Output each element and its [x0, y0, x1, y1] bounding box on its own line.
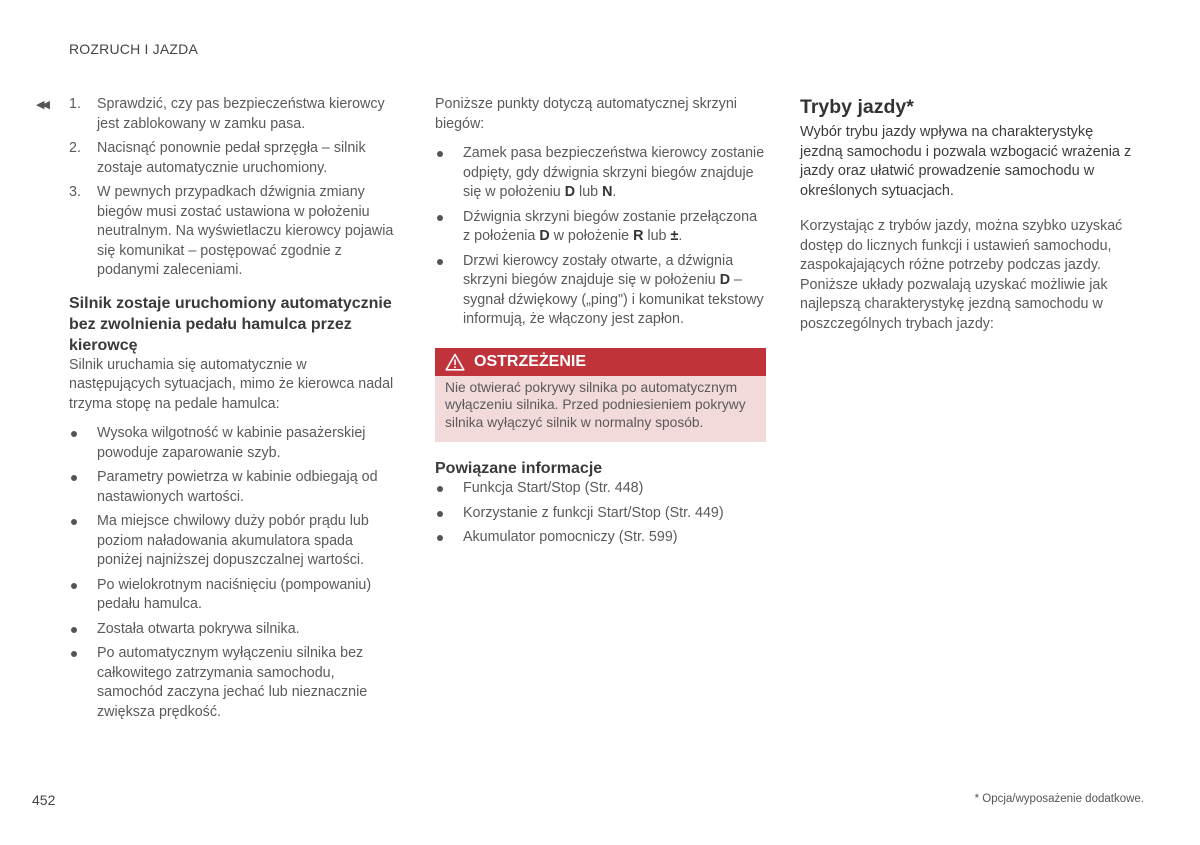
- column-1: [69, 95, 399, 727]
- lead-paragraph: Wybór trybu jazdy wpływa na charakterystykę jezdną samochodu i pozwala wzbogacić wrażenia z jazdy oraz ułatwić prowadzenie samochodu w określonych sytuacjach.: [800, 124, 1132, 199]
- condition-list: [69, 424, 399, 722]
- list-item-text: lub: [575, 184, 603, 200]
- column-2: [435, 95, 767, 553]
- bullet-icon: [437, 151, 443, 157]
- step-number: 2.: [69, 140, 81, 156]
- related-link-text[interactable]: Funkcja Start/Stop (Str. 448): [463, 480, 644, 496]
- bullet-icon: [71, 627, 77, 633]
- bullet-icon: [437, 259, 443, 265]
- list-item-text: .: [612, 184, 617, 200]
- bullet-icon: [71, 583, 77, 589]
- subheading: Silnik zostaje uruchomiony automatycznie bez zwolnienia pedału hamulca przez kierowcę: [69, 294, 392, 354]
- list-item-text: Po automatycznym wyłączeniu silnika bez całkowitego zatrzymania samochodu, samochód zaczyna jechać lub nieznacznie zwiększa prędkość.: [97, 645, 368, 720]
- step-number: 1.: [69, 96, 81, 112]
- list-item: [69, 468, 399, 507]
- section-title: Tryby jazdy*: [800, 96, 914, 118]
- warning-text: Nie otwierać pokrywy silnika po automatycznym wyłączeniu silnika. Przed podniesieniem pokrywy silnika wyłączyć silnik w normalny sposób.: [445, 379, 746, 430]
- footnote: * Opcja/wyposażenie dodatkowe.: [974, 793, 1144, 805]
- related-link[interactable]: [435, 528, 767, 548]
- list-item: [435, 144, 767, 203]
- gearbox-list: [435, 144, 767, 330]
- bullet-icon: [437, 215, 443, 221]
- list-item: [69, 620, 399, 640]
- warning-header: [435, 348, 766, 376]
- list-item: [435, 208, 767, 247]
- list-item-text: Po wielokrotnym naciśnięciu (pompowaniu) pedału hamulca.: [97, 576, 372, 612]
- list-item-text: – sygnał dźwiękowy („ping") i komunikat tekstowy informują, że włączony jest zapłon.: [463, 272, 764, 327]
- related-link[interactable]: [435, 479, 767, 499]
- gear-letter: ±: [670, 228, 679, 244]
- gear-letter: D: [564, 184, 576, 200]
- list-item-text: Została otwarta pokrywa silnika.: [97, 620, 300, 637]
- list-item: [435, 252, 767, 330]
- list-item-text: Zamek pasa bezpieczeństwa kierowcy zostanie odpięty, gdy dźwignia skrzyni biegów znajduje się w położeniu: [463, 145, 765, 200]
- gear-letter: D: [539, 228, 550, 244]
- related-link-text[interactable]: Akumulator pomocniczy (Str. 599): [463, 529, 678, 545]
- related-info-title: Powiązane informacje: [435, 460, 603, 477]
- step-text: Sprawdzić, czy pas bezpieczeństwa kierowcy jest zablokowany w zamku pasa.: [97, 96, 385, 132]
- step-item: [69, 139, 399, 178]
- warning-triangle-icon: [445, 353, 465, 371]
- list-item-text: Ma miejsce chwilowy duży pobór prądu lub poziom naładowania akumulatora spada poniżej najniższej dopuszczalnej wartości.: [97, 513, 369, 568]
- list-item-text: Parametry powietrza w kabinie odbiegają od nastawionych wartości.: [97, 469, 378, 505]
- bullet-icon: [437, 535, 443, 541]
- step-text: Nacisnąć ponownie pedał sprzęgła – silnik zostaje automatycznie uruchomiony.: [97, 140, 366, 176]
- list-item-text: Wysoka wilgotność w kabinie pasażerskiej powoduje zaparowanie szyb.: [97, 425, 366, 461]
- bullet-icon: [71, 651, 77, 657]
- step-number: 3.: [69, 184, 81, 200]
- step-item: [69, 183, 399, 281]
- steps-list: [69, 95, 399, 281]
- bullet-icon: [71, 519, 77, 525]
- column-3: [800, 95, 1135, 334]
- gear-letter: R: [633, 228, 644, 244]
- bullet-icon: [71, 431, 77, 437]
- bullet-icon: [437, 486, 443, 492]
- intro-paragraph: Poniższe punkty dotyczą automatycznej skrzyni biegów:: [435, 96, 737, 132]
- double-chevron-left-icon[interactable]: ◀◀: [36, 99, 47, 111]
- bullet-icon: [437, 511, 443, 517]
- list-item-text: Drzwi kierowcy zostały otwarte, a dźwignia skrzyni biegów znajduje się w położeniu: [463, 252, 734, 288]
- intro-paragraph: Silnik uruchamia się automatycznie w następujących sytuacjach, mimo że kierowca nadal trzyma stopę na pedale hamulca:: [69, 356, 394, 412]
- list-item: [69, 576, 399, 615]
- list-item-text: Dźwignia skrzyni biegów zostanie przełączona z położenia: [463, 208, 758, 244]
- body-paragraph: Korzystając z trybów jazdy, można szybko uzyskać dostęp do licznych funkcji i ustawień samochodu, zaspokajających różne potrzeby podczas jazdy. Poniższe układy pozwalają uzyskać możliwie jak najlepszą charakterystykę jezdną samochodu w poszczególnych trybach jazdy:: [800, 218, 1123, 332]
- list-item: [69, 424, 399, 463]
- related-link[interactable]: [435, 504, 767, 524]
- list-item: [69, 512, 399, 571]
- warning-title: OSTRZEŻENIE: [474, 352, 587, 370]
- related-links: [435, 479, 767, 548]
- list-item-text: w położenie: [549, 228, 634, 244]
- gear-letter: N: [602, 184, 613, 200]
- related-link-text[interactable]: Korzystanie z funkcji Start/Stop (Str. 449): [463, 504, 724, 521]
- list-item-text: lub: [643, 228, 671, 244]
- section-header: ROZRUCH I JAZDA: [69, 41, 198, 57]
- list-item: [69, 644, 399, 722]
- step-text: W pewnych przypadkach dźwignia zmiany biegów musi zostać ustawiona w położeniu neutralnym. Na wyświetlaczu kierowcy pojawia się komunikat – postępować zgodnie z podanymi zaleceniami.: [97, 184, 394, 278]
- gear-letter: D: [719, 272, 731, 288]
- list-item-text: .: [678, 228, 683, 244]
- step-item: [69, 95, 399, 134]
- page-number: 452: [32, 792, 56, 808]
- bullet-icon: [71, 475, 77, 481]
- warning-box: [435, 348, 766, 443]
